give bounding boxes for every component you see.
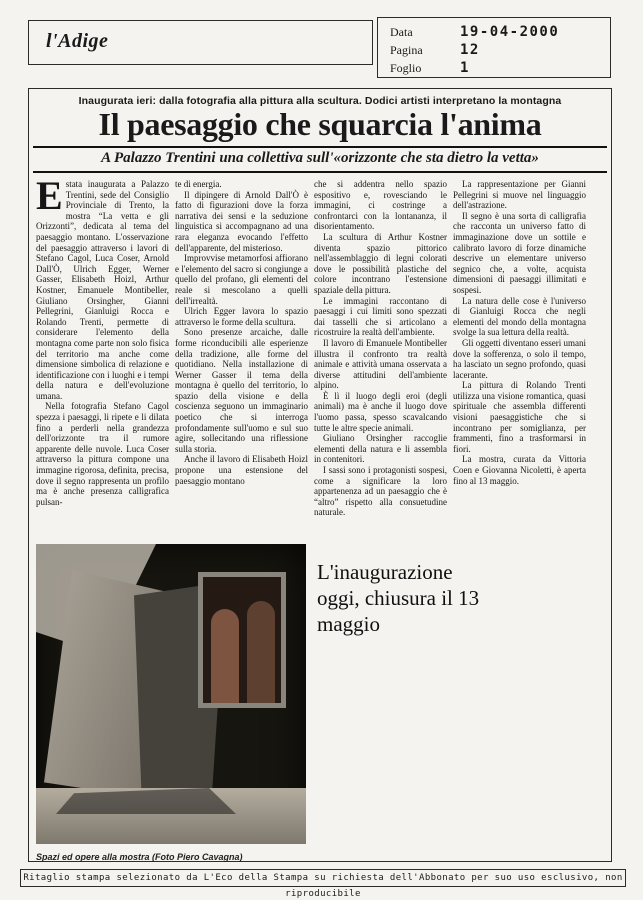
paragraph: che si addentra nello spazio espositivo e, rovesciando le immagini, ci costringe a confrontarci con la lontananza, il disorientamento.	[314, 179, 447, 232]
paragraph: La mostra, curata da Vittoria Coen e Giovanna Nicoletti, è aperta fino al 13 maggio.	[453, 454, 586, 486]
meta-row-date	[390, 23, 600, 41]
paragraph: Il lavoro di Emanuele Montibeller illustra il confronto tra realtà animale e attività umana osservata a diverse attitudini dell'ambiente alpino.	[314, 337, 447, 391]
paragraph: La pittura di Rolando Trenti utilizza una visione romantica, quasi spirituale che assembla differenti visioni paesaggistiche che si incontrano per somiglianza, per frammenti, fino a trasformarsi in fiori.	[453, 380, 586, 454]
article-frame	[28, 88, 612, 862]
paragraph: La rappresentazione per Gianni Pellegrini si muove nel linguaggio dell'astrazione.	[453, 179, 586, 211]
pull-quote: L'inaugurazione oggi, chiusura il 13 maggio	[317, 560, 480, 636]
meta-row-sheet	[390, 59, 600, 77]
paragraph	[36, 173, 169, 401]
article-column-4	[453, 179, 586, 486]
meta-value-sheet: 1	[460, 60, 470, 76]
photo-artwork-arch-shape	[211, 609, 239, 703]
exhibition-photo	[36, 544, 306, 844]
masthead-logo: l'Adige	[46, 30, 109, 52]
paragraph: La natura delle cose è l'universo di Gianluigi Rocca che negli elementi del mondo della montagna svolge la sua lettura della realtà.	[453, 295, 586, 338]
headline-divider	[33, 146, 607, 148]
paragraph: Anche il lavoro di Elisabeth Hoizl propone una estensione del paesaggio montano	[175, 454, 308, 486]
paragraph: La scultura di Arthur Kostner diventa spazio pittorico nell'assemblaggio di legni colorati dove le possibilità plastiche del colore incontrano l'estensione spaziale della pittura.	[314, 231, 447, 295]
drop-cap: E	[36, 173, 63, 218]
paragraph: Il segno è una sorta di calligrafia che racconta un universo fatto di immaginazione dove un sottile e calibrato lavoro di forze dinamiche descrive un elementare universo segnico che, a volte, acquista dimensioni di paesaggi illimitati e sospesi.	[453, 210, 586, 295]
paragraph: Nella fotografia Stefano Cagol spezza i paesaggi, li ripete e li dilata fino a perderli nella grandezza dell'orizzonte tra il rumore apparente delle nuvole. Luca Coser attraverso la pittura compone una immagine rigorosa, definita, precisa, dove il segno rappresenta un profilo ma è anche presenza calligrafica pulsan-	[36, 401, 169, 507]
paragraph: Giuliano Orsingher raccoglie elementi della natura e li assembla in contenitori.	[314, 433, 447, 465]
meta-label-page: Pagina	[390, 42, 423, 57]
footer-notice: Ritaglio stampa selezionato da L'Eco della Stampa su richiesta dell'Abbonato per suo uso esclusivo, non riproducibile	[20, 869, 626, 887]
paragraph-text: stata inaugurata a Palazzo Trentini, sede del Consiglio Provinciale di Trento, la mostra “La vetta e gli Orizzonti”, dedicata al tema del paesaggio montano. L'osservazione del paesaggio attraverso i lavori di Stefano Cagol, Luca Coser, Arnold Dall'Ò, Ulrich Egger, Werner Gasser, Elisabeth Hoizl, Arthur Kostner, Emanuele Montibeller, Giuliano Orsingher, Gianni Pellegrini, Gianluigi Rocca e Rolando Trenti, permette di considerare l'elemento della montagna come parte non solo fisica del territorio ma anche come dimensione simbolica di relazione e identificazione con i luoghi e i tempi della natura e dell'evoluzione umana.	[36, 179, 169, 401]
meta-label-sheet: Foglio	[390, 60, 422, 75]
kicker: Inaugurata ieri: dalla fotografia alla pittura alla scultura. Dodici artisti interpretano la montagna	[78, 95, 562, 107]
photo-framed-artwork	[198, 572, 286, 708]
masthead-box	[28, 20, 373, 65]
article-column-2	[175, 179, 308, 486]
paragraph: Il dipingere di Arnold Dall'Ò è fatto di figurazioni dove la forza narrativa dei sensi e la seduzione linguistica si accompagnano ad una rara eleganza evocando l'effetto dell'apparente, del misterioso.	[175, 189, 308, 253]
article-column-1	[36, 173, 169, 507]
subhead-divider	[33, 171, 607, 173]
paragraph: Sono presenze arcaiche, dalle forme riconducibili alle esperienze della tradizione, alle forme del quotidiano. Nella installazione di Werner Gasser il tema della montagna è quello del territorio, lo spazio della visione e della coscienza seguono un immaginario poetico che si interroga profondamente sull'uomo e sul suo agire, sollecitando una riflessione sulla storia.	[175, 327, 308, 454]
meta-value-date: 19-04-2000	[460, 24, 560, 40]
paragraph: I sassi sono i protagonisti sospesi, come a significare la loro appartenenza ad un paesaggio che è “altro” rispetto alla consuetudine naturale.	[314, 465, 447, 518]
paragraph: te di energia.	[175, 179, 222, 189]
paragraph: Ulrich Egger lavora lo spazio attraverso le forme della scultura.	[175, 306, 308, 327]
article-column-3	[314, 179, 447, 518]
paragraph: È lì il luogo degli eroi (degli animali) ma è anche il luogo dove l'uomo passa, spesso scavalcando tutte le altre specie animali.	[314, 390, 447, 433]
photo-artwork-canvas	[203, 577, 281, 703]
headline: Il paesaggio che squarcia l'anima	[98, 106, 542, 142]
meta-value-page: 12	[460, 42, 480, 58]
subhead: A Palazzo Trentini una collettiva sull'«orizzonte che sta dietro la vetta»	[101, 150, 539, 166]
meta-row-page	[390, 41, 600, 59]
paragraph: Le immagini raccontano di paesaggi i cui limiti sono spezzati dai tasselli che si articolano a ricostruire la realtà dell'ambiente.	[314, 295, 447, 338]
clipping-meta-box	[377, 17, 611, 78]
photo-caption: Spazi ed opere alla mostra (Foto Piero Cavagna)	[36, 852, 243, 862]
paragraph: Gli oggetti diventano esseri umani dove la sofferenza, o solo il tempo, ha lasciato un segno profondo, quasi lacerante.	[453, 337, 586, 380]
meta-label-date: Data	[390, 24, 413, 39]
photo-artwork-arch-shape	[247, 601, 275, 703]
paragraph: Improvvise metamorfosi affiorano e l'elemento del sacro si congiunge a quello del profano, gli elementi del reale si mescolano a quelli dell'irrealtà.	[175, 253, 308, 306]
